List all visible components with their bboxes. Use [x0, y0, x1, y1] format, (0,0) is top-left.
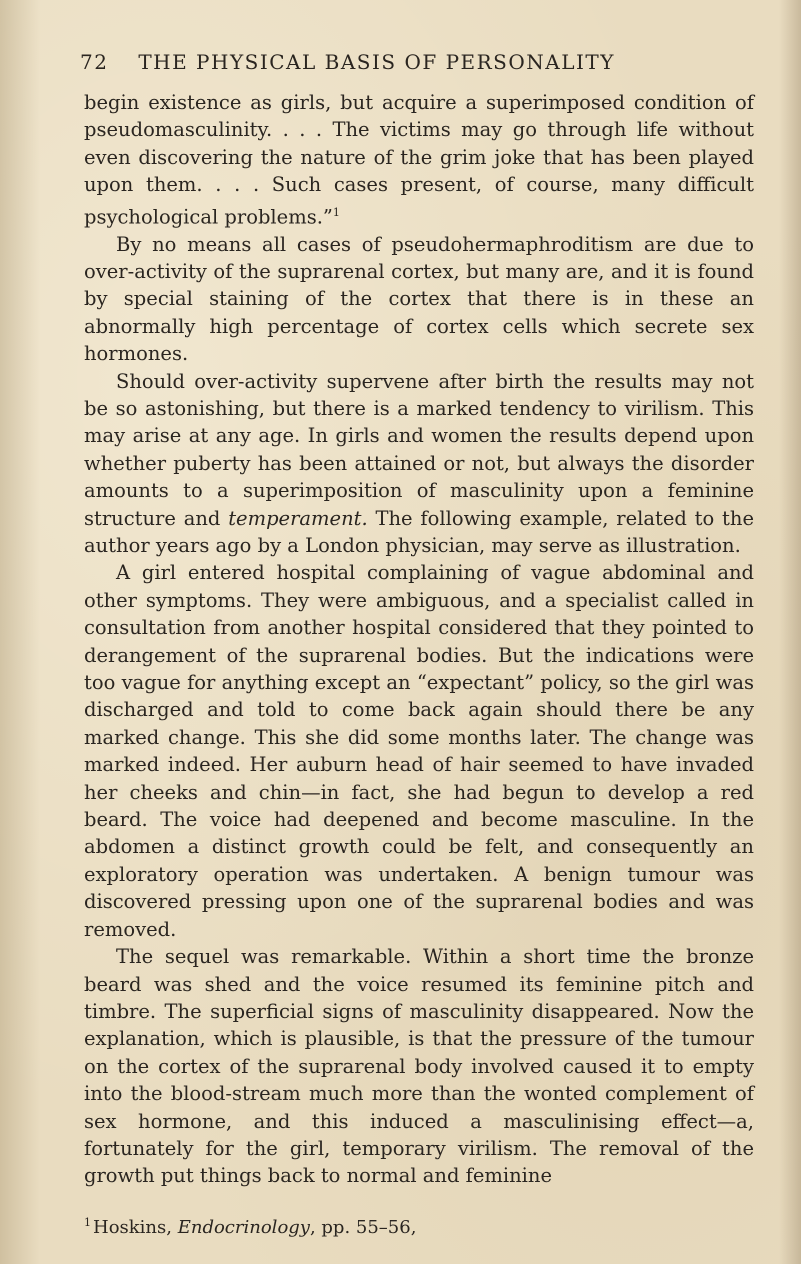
page-number: 72	[80, 50, 109, 74]
paragraph-1	[84, 89, 754, 231]
footnote-reference: 1	[332, 205, 340, 219]
page-edge-shadow	[779, 0, 801, 1264]
footnote-marker: 1	[84, 1216, 91, 1229]
paragraph-3	[84, 368, 754, 560]
emphasis-temperament: temperament.	[228, 506, 368, 530]
footnote-title: Endocrinology	[177, 1217, 310, 1238]
body-text	[84, 89, 754, 1190]
footnote-author: Hoskins,	[93, 1217, 178, 1238]
page-gutter-shadow	[0, 0, 40, 1264]
paragraph-3-text-b: The following example, related to the author years ago by a London physician, may serve as illustration.	[84, 506, 754, 557]
footnote-pages: , pp. 55–56,	[309, 1217, 417, 1238]
running-header	[80, 50, 780, 74]
running-title: THE PHYSICAL BASIS OF PERSONALITY	[138, 50, 615, 74]
paragraph-5: The sequel was remarkable. Within a short time the bronze beard was shed and the voice resumed its feminine pitch and timbre. The superficial signs of masculinity disappeared. Now the explanation, which is plausible, is that the pressure of the tumour on the cortex of the suprarenal body involved caused it to empty into the blood-stream much more than the wonted complement of sex hormone, and this induced a masculinising effect—a, fortunately for the girl, temporary virilism. The removal of the growth put things back to normal and feminine	[84, 945, 754, 1188]
paragraph-3-text-a: Should over-activity supervene after birth the results may not be so astonishing, but there is a marked tendency to virilism. This may arise at any age. In girls and women the results depend upon whether puberty has been attained or not, but always the disorder amounts to a superimposition of masculinity upon a feminine structure and	[84, 369, 754, 530]
paragraph-2: By no means all cases of pseudohermaphroditism are due to over-activity of the suprarenal cortex, but many are, and it is found by special staining of the cortex that there is in these an abnormally high percentage of cortex cells which secrete sex hormones.	[84, 232, 754, 366]
paragraph-1-text: begin existence as girls, but acquire a superimposed condition of pseudomasculinity. . . . The victims may go through life without even discovering the nature of the grim joke that has been played upon them. . . . Such cases present, of course, many difficult psychological problems.”	[84, 91, 754, 229]
footnote	[84, 1211, 754, 1240]
paragraph-4: A girl entered hospital complaining of vague abdominal and other symptoms. They were ambiguous, and a specialist called in consultation from another hospital considered that they pointed to derangement of the suprarenal bodies. But the indications were too vague for anything except an “expectant” policy, so the girl was discharged and told to come back again should there be any marked change. This she did some months later. The change was marked indeed. Her auburn head of hair seemed to have invaded her cheeks and chin—in fact, she had begun to develop a red beard. The voice had deepened and become masculine. In the abdomen a distinct growth could be felt, and consequently an exploratory operation was undertaken. A benign tumour was discovered pressing upon one of the suprarenal bodies and was removed.	[84, 561, 754, 941]
